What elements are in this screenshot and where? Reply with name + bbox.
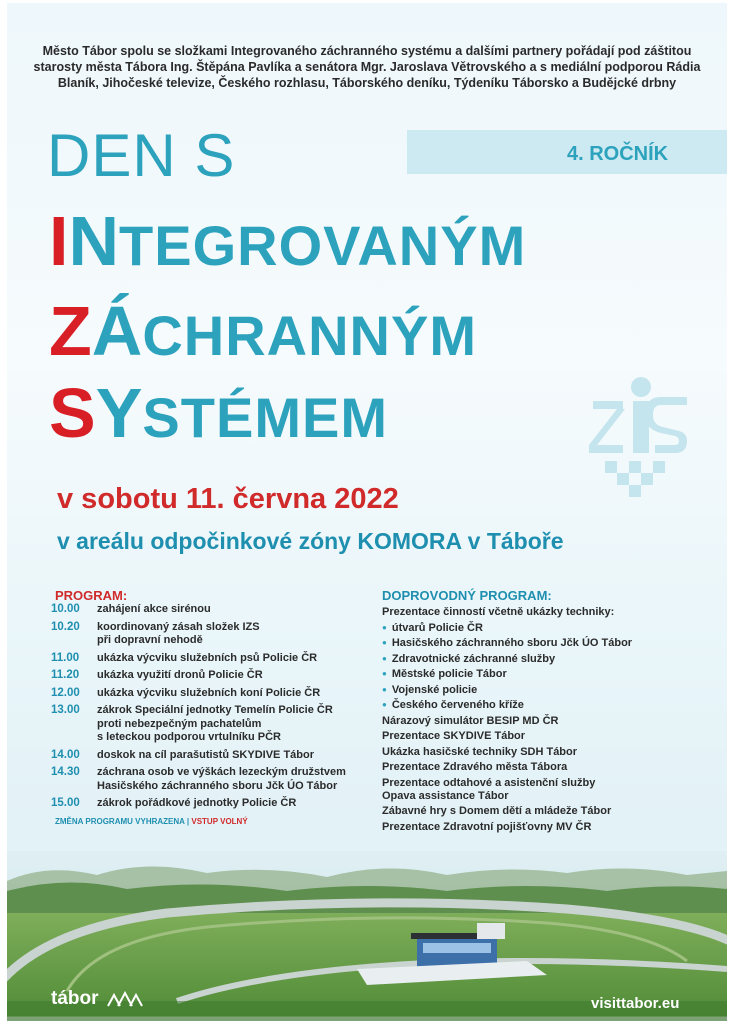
- side-program-intro: Prezentace činností včetně ukázky techniky:: [382, 606, 615, 618]
- title-line-zachrannym: [49, 293, 477, 374]
- side-program-item: Nárazový simulátor BESIP MD ČR: [382, 714, 559, 727]
- note-separator: |: [186, 817, 190, 826]
- side-bullet-item: ● útvarů Policie ČR: [382, 622, 722, 635]
- side-bullet-item: ● Zdravotnické záchranné služby: [382, 653, 722, 666]
- program-item: [51, 749, 381, 763]
- event-venue: v areálu odpočinkové zóny KOMORA v Táboře: [57, 528, 564, 554]
- event-date: v sobotu 11. června 2022: [57, 483, 399, 515]
- title-line3-rest: STÉMEM: [142, 386, 388, 449]
- title-line1-rest: TEGROVANÝM: [119, 214, 527, 277]
- program-text: ukázka využití dronů Policie ČR: [97, 669, 263, 681]
- program-list: [51, 603, 381, 815]
- program-text: záchrana osob ve výškách lezeckým družstvem Hasičského záchranného sboru Jčk ÚO Tábor: [97, 766, 346, 792]
- program-text: doskok na cíl parašutistů SKYDIVE Tábor: [97, 748, 314, 761]
- side-bullet-item: ● Vojenské policie: [382, 684, 722, 697]
- side-program-item: Prezentace SKYDIVE Tábor: [382, 730, 526, 742]
- side-program-item: Prezentace Zdravého města Tábora: [382, 761, 568, 773]
- program-time: 11.20: [51, 669, 80, 681]
- program-text: zahájení akce sirénou: [97, 603, 211, 615]
- side-program-item: Prezentace Zdravotní pojišťovny MV ČR: [382, 820, 592, 833]
- side-program-heading: DOPROVODNÝ PROGRAM:: [382, 588, 552, 603]
- program-time: 10.20: [51, 620, 80, 633]
- program-time: 13.00: [51, 704, 80, 716]
- side-program-list: [382, 606, 722, 836]
- side-bullet-item: ● Městské policie Tábor: [382, 668, 722, 681]
- tabor-logo-text: tábor: [51, 988, 99, 1009]
- program-time: 14.30: [51, 766, 80, 778]
- note-change: ZMĚNA PROGRAMU VYHRAZENA: [55, 817, 185, 826]
- title-line-integrovanym: [49, 203, 526, 284]
- program-item: [51, 797, 381, 811]
- edition-label: 4. ROČNÍK: [567, 143, 669, 165]
- website-link[interactable]: visittabor.eu: [591, 995, 680, 1012]
- program-time: 11.00: [51, 651, 80, 664]
- program-text: koordinovaný zásah složek IZS při dopravní nehodě: [97, 620, 260, 646]
- program-heading: PROGRAM:: [55, 588, 128, 603]
- program-text: zákrok Speciální jednotky Temelín Policie ČR proti nebezpečným pachatelům s leteckou podporou vrtulníku PČR: [97, 704, 333, 743]
- zis-logo-icon: [583, 375, 695, 501]
- side-bullet-item: ● Českého červeného kříže: [382, 699, 722, 712]
- organizer-intro: Město Tábor spolu se složkami Integrovaného záchranného systému a dalšími partnery pořádají pod záštitou starosty města Tábora Ing. Štěpána Pavlíka a senátora Mgr. Jaroslava Větrovského a s mediální podporou Rádia Blaník, Jihočeské televize, Českého rozhlasu, Táborského deníku, Týdeníku Táborsko a Budějcké drbny: [33, 44, 701, 90]
- program-note: [55, 817, 248, 826]
- title-initial-z: Z: [49, 292, 92, 370]
- program-time: 14.00: [51, 748, 80, 761]
- program-time: 12.00: [51, 686, 80, 699]
- side-program-item: Ukázka hasičské techniky SDH Tábor: [382, 745, 578, 758]
- program-item: [51, 603, 381, 617]
- title-den-s: DEN S: [47, 122, 236, 189]
- side-bullet-item: ● Hasičského záchranného sboru Jčk ÚO Tábor: [382, 637, 722, 650]
- program-item: [51, 766, 381, 793]
- title-initial-s: S: [49, 374, 96, 452]
- tabor-city-logo: [51, 988, 143, 1010]
- title-line3-first: Y: [95, 374, 143, 452]
- program-time: 10.00: [51, 603, 80, 615]
- program-time: 15.00: [51, 797, 80, 809]
- program-item: [51, 704, 381, 745]
- program-text: ukázka výcviku služebních koní Policie ČR: [97, 686, 321, 699]
- program-item: [51, 669, 381, 683]
- side-program-item: Prezentace odtahové a asistenční služby Opava assistance Tábor: [382, 776, 596, 802]
- event-poster: [7, 3, 727, 1021]
- program-text: zákrok pořádkové jednotky Policie ČR: [97, 797, 297, 809]
- title-line1-first: N: [68, 202, 120, 280]
- title-initial-i: I: [49, 202, 69, 280]
- program-item: [51, 687, 381, 701]
- title-line2-first: Á: [91, 292, 143, 370]
- note-entry: VSTUP VOLNÝ: [191, 817, 248, 826]
- title-line2-rest: CHRANNÝM: [142, 304, 477, 367]
- program-text: ukázka výcviku služebních psů Policie ČR: [97, 651, 318, 664]
- side-program-item: Zábavné hry s Domem dětí a mládeže Tábor: [382, 805, 612, 817]
- title-line-systemem: [49, 375, 388, 456]
- program-item: [51, 621, 381, 648]
- program-item: [51, 652, 381, 666]
- tabor-logo-icon: [107, 991, 143, 1007]
